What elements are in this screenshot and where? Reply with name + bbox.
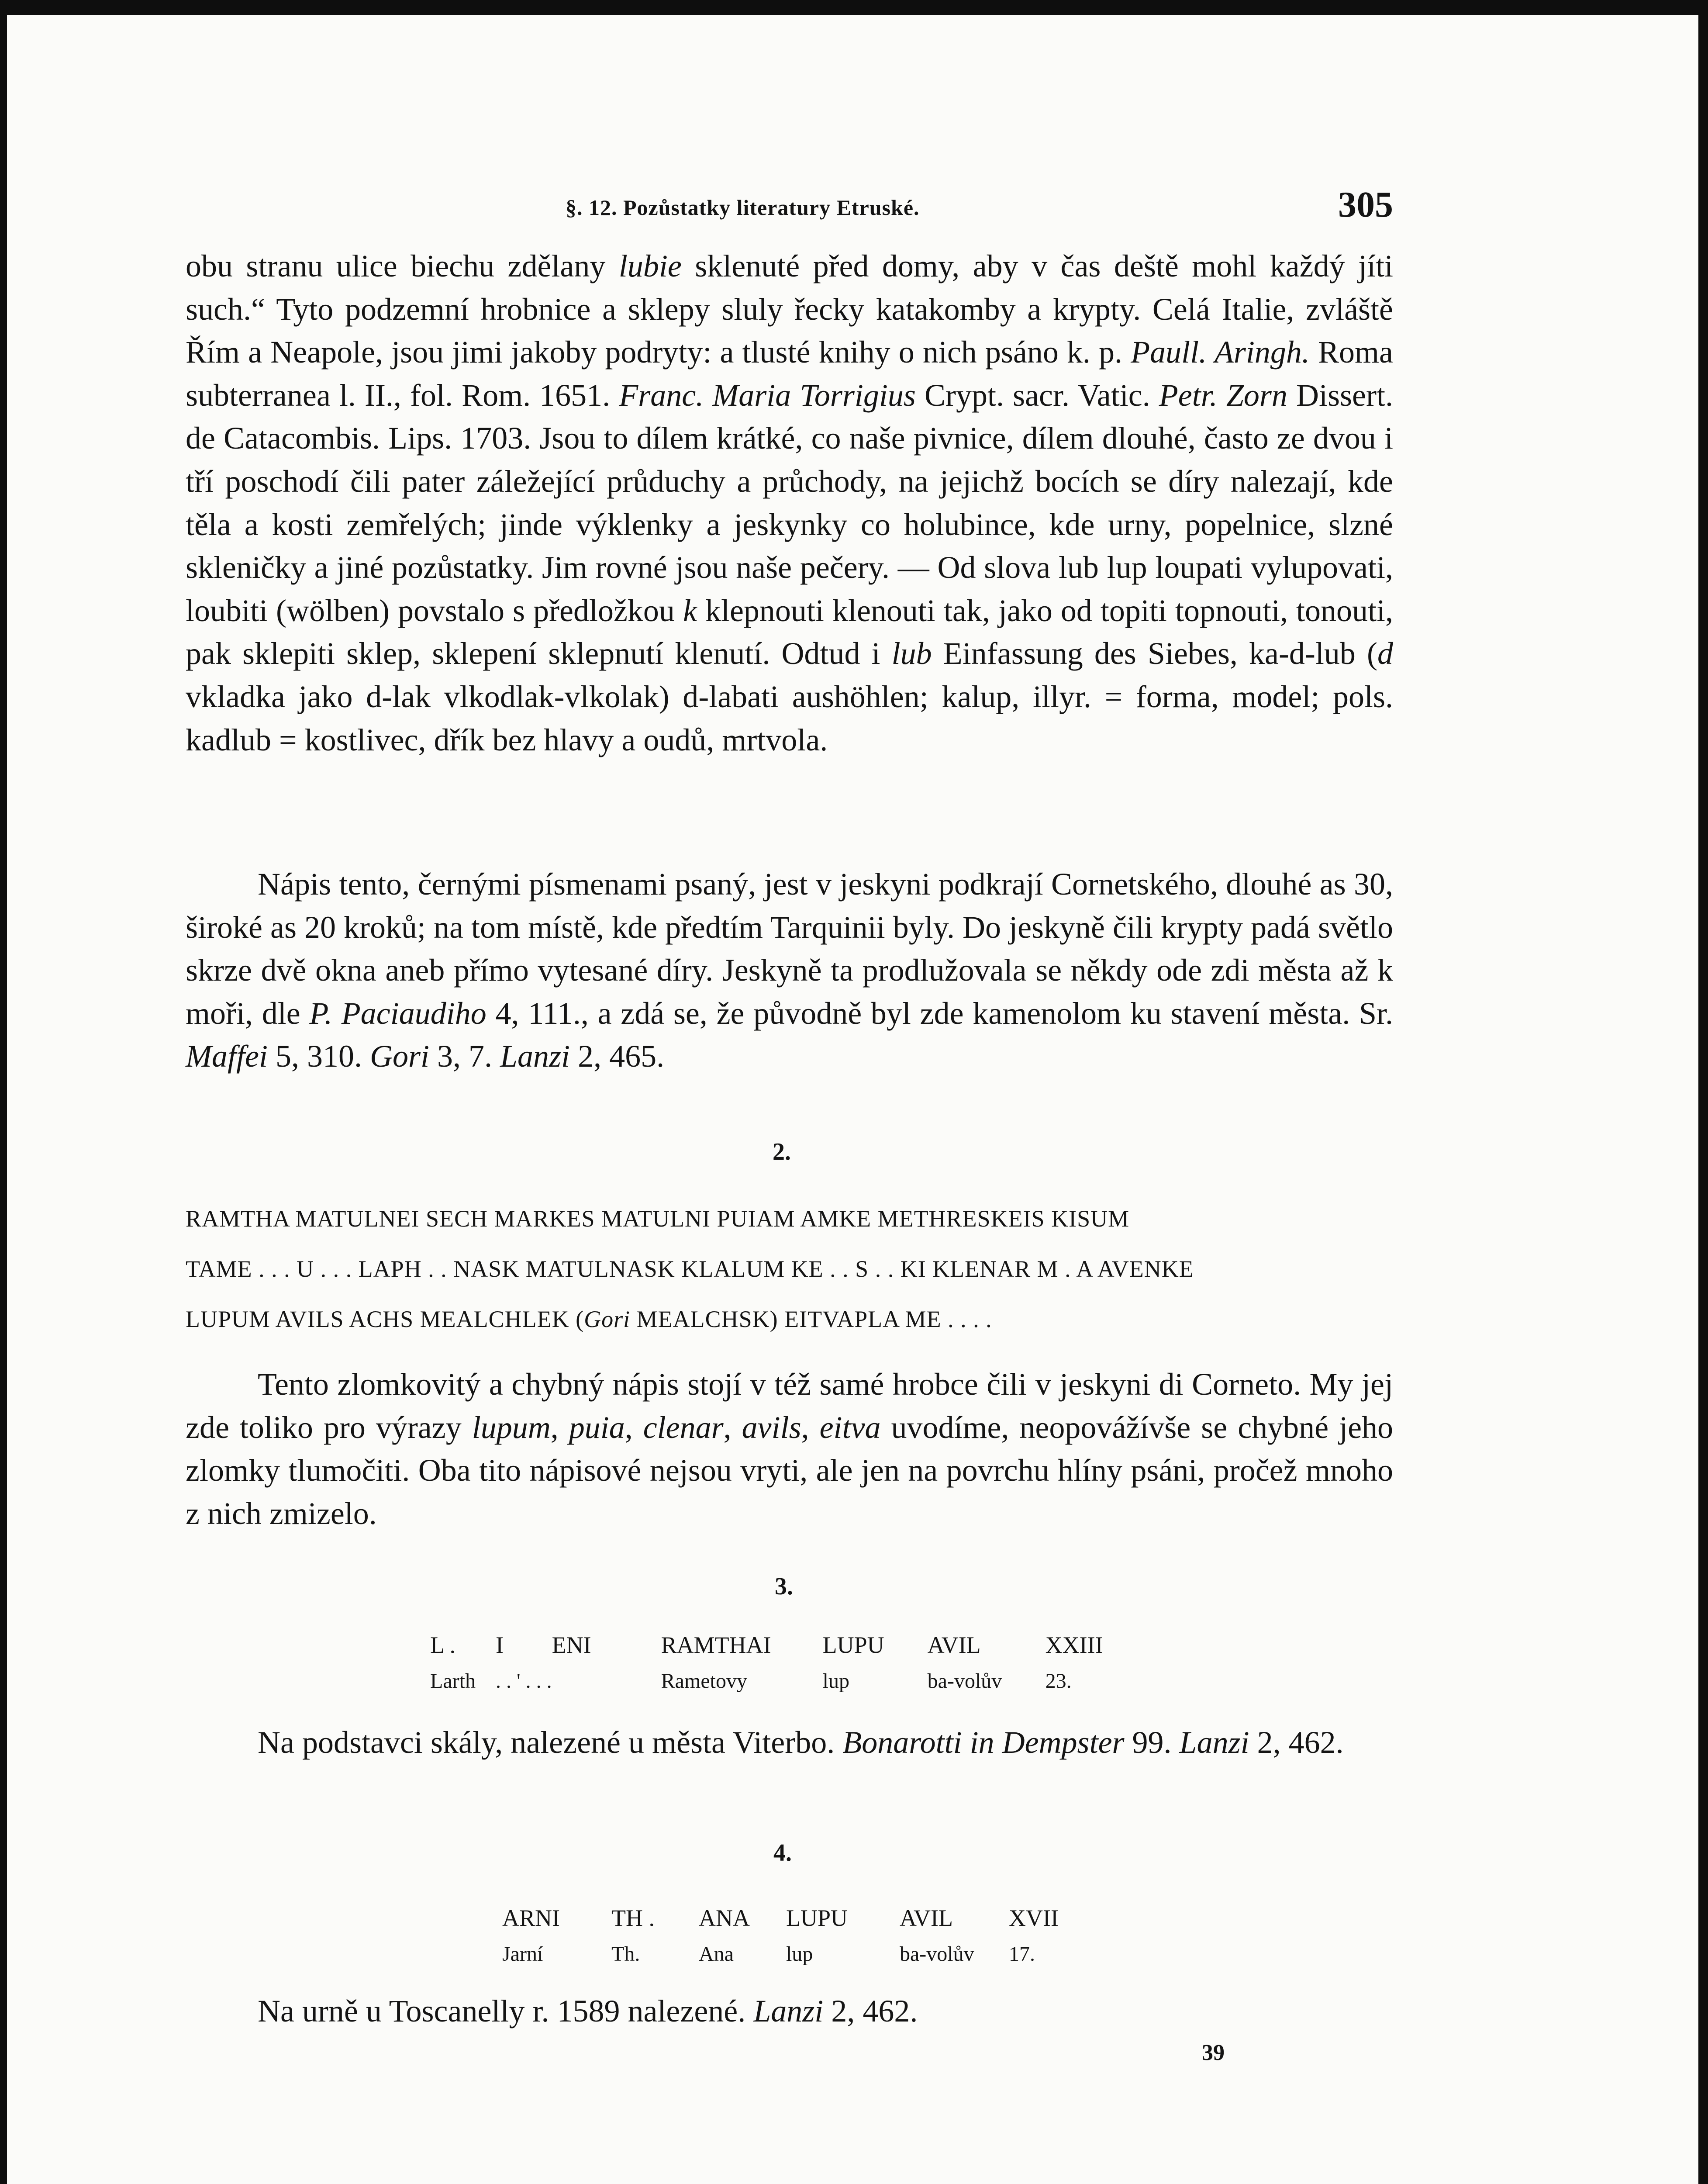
italic-citation: Franc. Maria Torrigius bbox=[619, 377, 916, 413]
text-run: Roma subterranea l. II., fol. Rom. 1651. bbox=[186, 335, 1393, 413]
text-run: , bbox=[550, 1410, 569, 1445]
italic-citation: Lanzi bbox=[500, 1039, 570, 1074]
italic-citation: Lanzi bbox=[753, 1994, 824, 2028]
text-run: vkladka jako d-lak vlkodlak-vlkolak) d-labati aushöhlen; kalup, illyr. = forma, model; pols. kadlub = kostlivec, dřík bez hlavy a oudů, mrtvola. bbox=[186, 679, 1393, 757]
inscription-line bbox=[186, 1306, 1393, 1332]
italic-citation: d bbox=[1377, 636, 1393, 671]
italic-citation: Petr. Zorn bbox=[1159, 377, 1287, 413]
etruscan-word: RAMTHAI bbox=[661, 1632, 771, 1658]
etruscan-word: I bbox=[496, 1632, 504, 1658]
gloss-word: ba-volův bbox=[900, 1942, 974, 1966]
italic-citation: Bonarotti in Dempster bbox=[842, 1725, 1125, 1760]
italic-citation: puia bbox=[569, 1410, 625, 1445]
etruscan-word: AVIL bbox=[927, 1632, 981, 1658]
italic-citation: Gori bbox=[369, 1039, 429, 1074]
text-run: Dissert. de Catacombis. Lips. 1703. Jsou to dílem krátké, co naše pivnice, dílem dlouhé, často ze dvou i tří poschodí čili pater záležející průduchy a průchody, na jejichž bocích se díry nalezají, kde těla a kosti zemřelých; jinde výklenky a jeskynky co holubince, kde urny, popelnice, slzné skleničky a jiné pozůstatky. Jim rovné jsou naše pečery. — Od slova lub lup loupati vylupovati, loubiti (wölben) povstalo s předložkou bbox=[186, 377, 1393, 628]
text-run: Crypt. sacr. Vatic. bbox=[915, 377, 1159, 413]
page-number: 305 bbox=[1338, 184, 1393, 225]
italic-citation: Paull. Aringh. bbox=[1131, 335, 1310, 370]
text-run: 5, 310. bbox=[267, 1039, 370, 1074]
inscription-line: RAMTHA MATULNEI SECH MARKES MATULNI PUIAM AMKE METHRESKEIS KISUM bbox=[186, 1206, 1130, 1232]
section-number-4: 4. bbox=[773, 1839, 792, 1866]
etruscan-word: ENI bbox=[552, 1632, 591, 1658]
text-run: 2, 462. bbox=[1249, 1725, 1344, 1760]
text-run: Na podstavci skály, nalezené u města Viterbo. bbox=[258, 1725, 843, 1760]
italic-citation: lupum bbox=[472, 1410, 551, 1445]
italic-citation: P. Paciaudiho bbox=[309, 995, 487, 1031]
etruscan-word: LUPU bbox=[822, 1632, 884, 1658]
italic-citation: clenar bbox=[643, 1410, 724, 1445]
paragraph-fragment-commentary bbox=[186, 1363, 1393, 1535]
text-run: uvodíme, neopovážívše se chybné jeho zlomky tlumočiti. Oba tito nápisové nejsou vryti, ale jen na povrchu hlíny psáni, pročež mnoho z nich zmizelo. bbox=[186, 1410, 1394, 1531]
interlinear-gloss-4 bbox=[502, 1904, 1059, 1977]
etruscan-word: ARNI bbox=[502, 1905, 560, 1931]
gloss-word: lup bbox=[786, 1942, 813, 1966]
inscription-text: MEALCHSK) EITVAPLA ME . . . . bbox=[630, 1306, 992, 1332]
gloss-word: Th. bbox=[611, 1942, 640, 1966]
gloss-word: ba-volův bbox=[927, 1669, 1002, 1693]
text-run: , bbox=[801, 1410, 820, 1445]
gloss-word: 23. bbox=[1045, 1669, 1072, 1693]
text-run: Na urně u Toscanelly r. 1589 nalezené. bbox=[258, 1994, 754, 2028]
gloss-word: . . ' . . . bbox=[496, 1669, 552, 1693]
text-run: sklenuté před domy, aby v čas deště mohl každý jíti such.“ Tyto podzemní hrobnice a sklepy sluly řecky katakomby a krypty. Celá Italie, zvláště Řím a Neapole, jsou jimi jakoby podryty: a tlusté knihy o nich psáno k. p. bbox=[186, 249, 1394, 370]
etruscan-word: AVIL bbox=[900, 1905, 953, 1931]
scan-border-top bbox=[0, 0, 1708, 15]
text-run: 99. bbox=[1124, 1725, 1180, 1760]
section-number-2: 2. bbox=[773, 1138, 791, 1165]
italic-citation: Maffei bbox=[186, 1039, 268, 1074]
gloss-word: Jarní bbox=[502, 1942, 543, 1966]
scan-border-right bbox=[1698, 0, 1708, 2184]
text-run: , bbox=[625, 1410, 643, 1445]
etruscan-row bbox=[430, 1631, 1103, 1669]
etruscan-word: ANA bbox=[699, 1905, 750, 1931]
running-title: §. 12. Pozůstatky literatury Etruské. bbox=[566, 195, 920, 220]
paragraph-toscanella bbox=[186, 1990, 1393, 2033]
gloss-word: lup bbox=[822, 1669, 849, 1693]
gloss-word: Rametovy bbox=[661, 1669, 747, 1693]
etruscan-word: LUPU bbox=[786, 1905, 848, 1931]
scan-border-left bbox=[0, 0, 7, 2184]
italic-citation: avils bbox=[742, 1410, 801, 1445]
paragraph-inscription-description bbox=[186, 863, 1393, 1078]
czech-gloss-row bbox=[502, 1942, 1059, 1977]
text-run: 2, 462. bbox=[823, 1994, 918, 2028]
signature-mark: 39 bbox=[1202, 2040, 1225, 2065]
etruscan-word: TH . bbox=[611, 1905, 655, 1931]
paragraph-catacombs bbox=[186, 245, 1393, 761]
gloss-word: Larth bbox=[430, 1669, 476, 1693]
interlinear-gloss-3 bbox=[430, 1631, 1103, 1704]
text-run: klepnouti klenouti tak, jako od topiti topnouti, tonouti, pak sklepiti sklep, sklepení sklepnutí klenutí. Odtud i bbox=[186, 593, 1394, 671]
etruscan-word: XVII bbox=[1009, 1905, 1059, 1931]
italic-citation: k bbox=[683, 593, 697, 628]
etruscan-word: XXIII bbox=[1045, 1632, 1103, 1658]
etruscan-row bbox=[502, 1904, 1059, 1942]
italic-citation: Lanzi bbox=[1179, 1725, 1249, 1760]
text-run: , bbox=[723, 1410, 742, 1445]
etruscan-word: L . bbox=[430, 1632, 455, 1658]
gloss-word: 17. bbox=[1009, 1942, 1035, 1966]
gloss-word: Ana bbox=[699, 1942, 734, 1966]
text-run: Einfassung des Siebes, ka-d-lub ( bbox=[932, 636, 1377, 671]
text-run: 3, 7. bbox=[429, 1039, 500, 1074]
italic-citation: lub bbox=[891, 636, 932, 671]
page-header bbox=[186, 179, 1393, 227]
gloss-word bbox=[552, 1669, 661, 1704]
inscription-line: TAME . . . U . . . LAPH . . NASK MATULNASK KLALUM KE . . S . . KI KLENAR M . A AVENKE bbox=[186, 1256, 1194, 1282]
text-run: 4, 111., a zdá se, že původně byl zde kamenolom ku stavení města. Sr. bbox=[486, 995, 1393, 1031]
text-run: Tento zlomkovitý a chybný nápis stojí v též samé hrobce čili v jeskyni di Corneto. My jej zde toliko pro výrazy bbox=[186, 1367, 1393, 1445]
text-run: obu stranu ulice biechu zdělany bbox=[186, 249, 619, 283]
section-number-3: 3. bbox=[775, 1573, 793, 1600]
italic-citation: lubie bbox=[618, 249, 682, 283]
text-run: 2, 465. bbox=[570, 1039, 665, 1074]
italic-citation: eitva bbox=[819, 1410, 881, 1445]
czech-gloss-row bbox=[430, 1669, 1103, 1704]
paragraph-viterbo bbox=[186, 1721, 1393, 1764]
inscription-citation: Gori bbox=[584, 1306, 631, 1332]
text-run: Nápis tento, černými písmenami psaný, jest v jeskyni podkrají Cornetského, dlouhé as 30, široké as 20 kroků; na tom místě, kde předtím Tarquinii byly. Do jeskyně čili krypty padá světlo skrze dvě okna aneb přímo vytesané díry. Jeskyně ta prodlužovala se někdy ode zdi města až k moři, dle bbox=[186, 867, 1393, 1031]
inscription-text: LUPUM AVILS ACHS MEALCHLEK ( bbox=[186, 1306, 584, 1332]
